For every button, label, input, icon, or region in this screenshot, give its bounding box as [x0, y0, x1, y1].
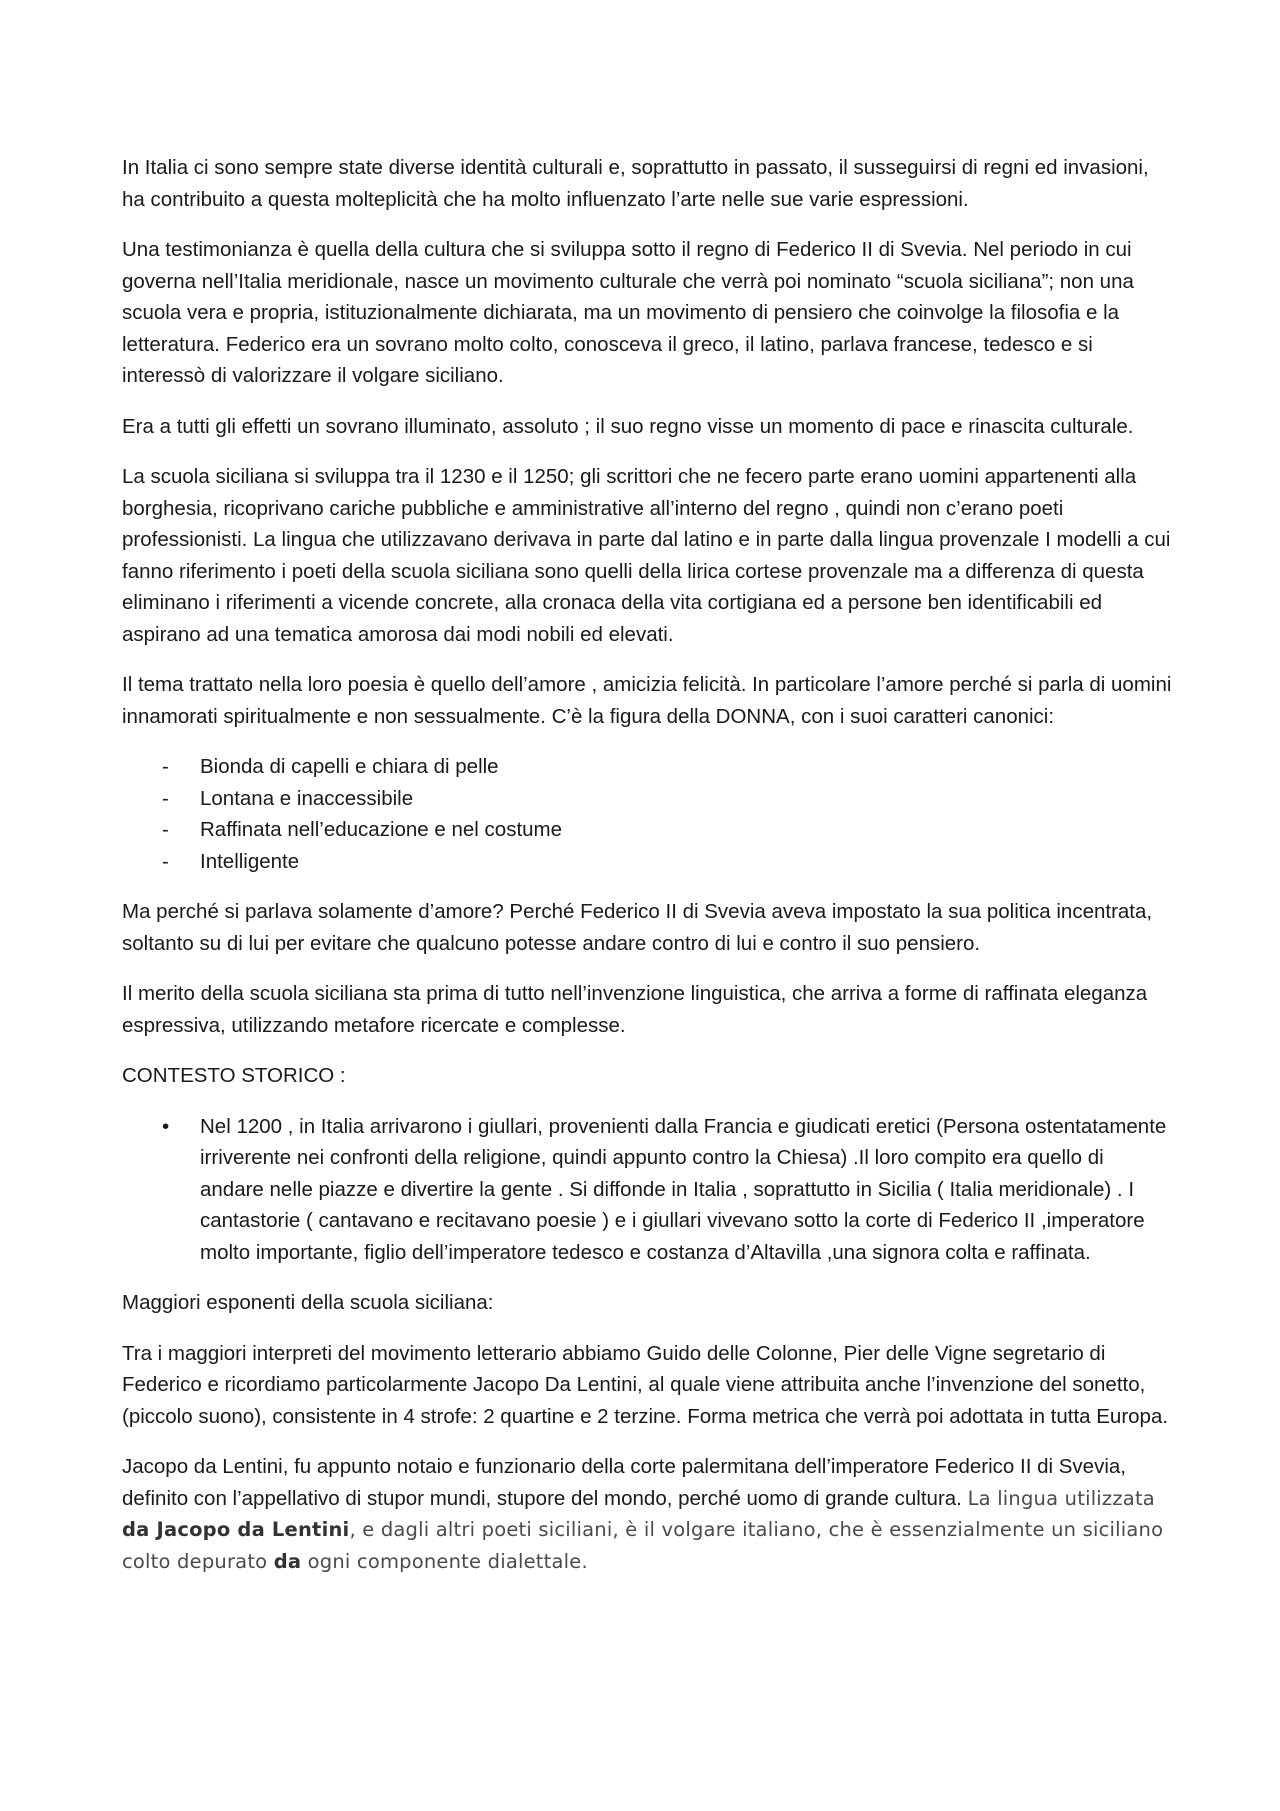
paragraph-amore: Ma perché si parlava solamente d’amore? Perché Federico II di Svevia aveva impostato la sua politica incentrata, soltanto su di lui per evitare che qualcuno potesse andare contro di lui e contro il suo pensiero.: [122, 900, 1153, 955]
paragraph-merito: Il merito della scuola siciliana sta prima di tutto nell’invenzione linguistica, che arriva a forme di raffinata eleganza espressiva, utilizzando metafore ricercate e complesse.: [122, 982, 1148, 1037]
list-item: [122, 846, 1172, 878]
heading-contesto-storico: CONTESTO STORICO :: [122, 1064, 346, 1087]
paragraph-sovrano: Era a tutti gli effetti un sovrano illuminato, assoluto ; il suo regno visse un momento di pace e rinascita culturale.: [122, 414, 1134, 438]
paragraph-interpreti: Tra i maggiori interpreti del movimento letterario abbiamo Guido delle Colonne, Pier delle Vigne segretario di Federico e ricordiamo particolarmente Jacopo Da Lentini, al quale viene attribuita anche l’invenzione del sonetto,(piccolo suono), consistente in 4 strofe: 2 quartine e 2 terzine. Forma metrica che verrà poi adottata in tutta Europa.: [122, 1341, 1169, 1428]
list-item-text: Lontana e inaccessibile: [200, 786, 414, 810]
paragraph-tema: Il tema trattato nella loro poesia è quello dell’amore , amicizia felicità. In particolare l’amore perché si parla di uomini innamorati spiritualmente e non sessualmente. C’è la figura della DONNA, con i suoi caratteri canonici:: [122, 673, 1172, 728]
list-item-text: Intelligente: [200, 849, 300, 873]
paragraph-scuola-siciliana: La scuola siciliana si sviluppa tra il 1230 e il 1250; gli scrittori che ne fecero parte erano uomini appartenenti alla borghesia, ricoprivano cariche pubbliche e amministrative all’interno del regno , quindi non c’erano poeti professionisti. La lingua che utilizzavano derivava in parte dal latino e in parte dalla lingua provenzale I modelli a cui fanno riferimento i poeti della scuola siciliana sono quelli della lirica cortese provenzale ma a differenza di questa eliminano i riferimenti a vicende concrete, alla cronaca della vita cortigiana ed a persone ben identificabili ed aspirano ad una tematica amorosa dai modi nobili ed elevati.: [122, 465, 1171, 646]
bold-author: da Jacopo da Lentini: [122, 1518, 350, 1541]
heading-esponenti: Maggiori esponenti della scuola siciliana:: [122, 1291, 494, 1314]
list-item-text: Raffinata nell’educazione e nel costume: [200, 818, 563, 841]
dash-marker: -: [162, 755, 169, 778]
list-item: [122, 783, 1172, 815]
bold-da: da: [273, 1549, 302, 1573]
jacopo-text: Jacopo da Lentini, fu appunto notaio e funzionario della corte palermitana dell’imperatore Federico II di Svevia, definito con l’appellativo di stupor mundi, stupore del mondo, perché uomo di grande cultura.: [122, 1455, 1126, 1510]
list-item-text: Nel 1200 , in Italia arrivarono i giullari, provenienti dalla Francia e giudicati eretici (Persona ostentatamente irriverente nei confronti della religione, quindi appunto contro la Chiesa) .Il loro compito era quello di andare nelle piazze e divertire la gente . Si diffonde in Italia , soprattutto in Sicilia ( Italia meridionale) . I cantastorie ( cantavano e recitavano poesie ) e i giullari vivevano sotto la corte di Federico II ,imperatore molto importante, figlio dell’imperatore tedesco e costanza d’Altavilla ,una signora colta e raffinata.: [200, 1114, 1167, 1264]
paragraph-jacopo: [122, 1451, 1172, 1577]
list-item-text: Bionda di capelli e chiara di pelle: [200, 755, 499, 778]
document-body: [122, 152, 1172, 1596]
list-item: [122, 1111, 1172, 1269]
lingua-text-3: ogni componente dialettale.: [301, 1549, 588, 1573]
bullet-marker: •: [162, 1114, 170, 1138]
dash-marker: -: [162, 849, 169, 873]
dash-marker: -: [162, 818, 169, 841]
contesto-list: [122, 1111, 1172, 1269]
list-item: [122, 814, 1172, 846]
list-item: [122, 751, 1172, 783]
paragraph-testimonianza: Una testimonianza è quella della cultura che si sviluppa sotto il regno di Federico II di Svevia. Nel periodo in cui governa nell’Italia meridionale, nasce un movimento culturale che verrà poi nominato “scuola siciliana”; non una scuola vera e propria, istituzionalmente dichiarata, ma un movimento di pensiero che coinvolge la filosofia e la letteratura. Federico era un sovrano molto colto, conosceva il greco, il latino, parlava francese, tedesco e si interessò di valorizzare il volgare siciliano.: [122, 238, 1134, 387]
lingua-text-2: , e dagli altri poeti siciliani, è il volgare italiano, che è essenzialmente un siciliano colto depurato: [122, 1518, 1164, 1573]
paragraph-intro: In Italia ci sono sempre state diverse identità culturali e, soprattutto in passato, il susseguirsi di regni ed invasioni, ha contribuito a questa molteplicità che ha molto influenzato l’arte nelle sue varie espressioni.: [122, 156, 1149, 211]
dash-marker: -: [162, 786, 169, 810]
donna-traits-list: [122, 751, 1172, 877]
lingua-text-1: La lingua utilizzata: [967, 1486, 1155, 1510]
